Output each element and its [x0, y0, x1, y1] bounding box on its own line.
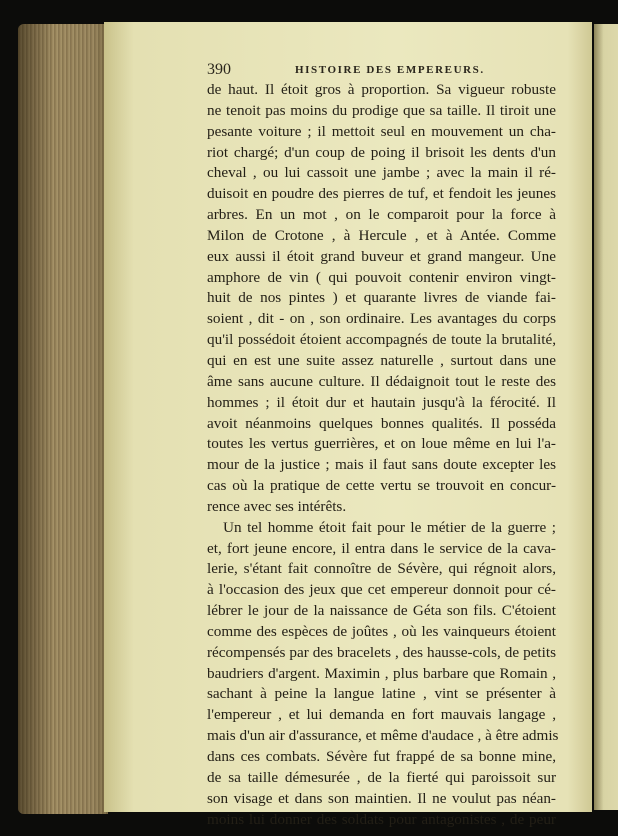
text-line: Un tel homme étoit fait pour le métier de la guerre ; [223, 518, 556, 536]
text-line: comme des espèces de joûtes , où les vainqueurs étoient [207, 622, 556, 640]
text-line: et, fort jeune encore, il entra dans le service de la cava- [207, 539, 556, 557]
text-line: cas où la pratique de cette vertu se trouvoit en concur- [207, 477, 556, 495]
text-line: duisoit en poudre des pierres de tuf, et fendoit les jeunes [207, 185, 556, 203]
running-head: HISTOIRE DES EMPEREURS. [295, 64, 485, 76]
text-line: rence avec ses intérêts. [207, 497, 347, 515]
text-line: mais d'un air d'assurance, et même d'audace , à être admis [207, 727, 559, 745]
text-line: arbres. En un mot , on le comparoit pour la force à [207, 206, 556, 224]
body-text [207, 80, 559, 830]
text-line: mour de la justice ; mais il faut sans doute excepter les [207, 456, 556, 474]
text-line: eux aussi il étoit grand buveur et grand mangeur. Une [207, 247, 556, 265]
text-line: lébrer le jour de la naissance de Géta son fils. C'étoient [207, 602, 556, 620]
text-line: cheval , ou lui cassoit une jambe ; avec la main il ré- [207, 164, 556, 182]
text-line: récompensés par des bracelets , des hausse-cols, de petits [207, 643, 556, 661]
text-line: ne tenoit pas moins du prodige que sa taille. Il tiroit une [207, 101, 556, 119]
page-number: 390 [207, 61, 231, 78]
text-line: sachant à peine la langue latine , vint se présenter à [207, 685, 556, 703]
text-line: lerie, s'étant fait connoître de Sévère, qui régnoit alors, [207, 560, 556, 578]
text-line: avoit néanmoins quelques bonnes qualités. Il posséda [207, 414, 556, 432]
text-line: huit de nos pintes ) et quarante livres de viande fai- [207, 289, 556, 307]
text-line: dans ces combats. Sévère fut frappé de sa bonne mine, [207, 748, 556, 765]
text-line: amphore de vin ( qui pouvoit contenir environ vingt- [207, 268, 556, 286]
text-line: soient , dit - on , son ordinaire. Les avantages du corps [207, 310, 556, 328]
text-line: son visage et dans son maintien. Il ne voulut pas néan- [207, 789, 556, 807]
text-line: toutes les vertus guerrières, et on loue même en lui l'a- [207, 435, 556, 453]
text-line: à l'occasion des jeux que cet empereur donnoit pour cé- [207, 581, 556, 599]
text-line: hommes ; il étoit dur et hautain jusqu'à la férocité. Il [207, 393, 556, 411]
text-line: qui en est une suite assez naturelle , surtout dans une [207, 351, 556, 369]
page-header [207, 61, 556, 81]
page-edges-shadow [18, 24, 108, 814]
text-line: riot chargé; d'un coup de poing il brisoit les dents d'un [207, 143, 556, 161]
text-line: moins lui donner des soldats pour antagonistes , de peur [207, 810, 556, 828]
facing-page-edge [594, 24, 618, 810]
text-line: Milon de Crotone , à Hercule , et à Antée. Comme [207, 226, 556, 244]
text-line: pesante voiture ; il mettoit seul en mouvement un cha- [207, 122, 556, 140]
text-line: l'empereur , et lui demanda en fort mauvais langage , [207, 706, 556, 724]
text-line: qu'il possédoit étoient accompagnés de toute la brutalité, [207, 331, 556, 349]
text-line: de haut. Il étoit gros à proportion. Sa vigueur robuste [207, 81, 556, 98]
text-line: baudriers d'argent. Maximin , plus barbare que Romain , [207, 664, 556, 682]
text-line: âme sans aucune culture. Il dédaignoit tout le reste des [207, 372, 556, 390]
text-line: de sa taille démesurée , de la fierté qui paroissoit sur [207, 768, 556, 786]
